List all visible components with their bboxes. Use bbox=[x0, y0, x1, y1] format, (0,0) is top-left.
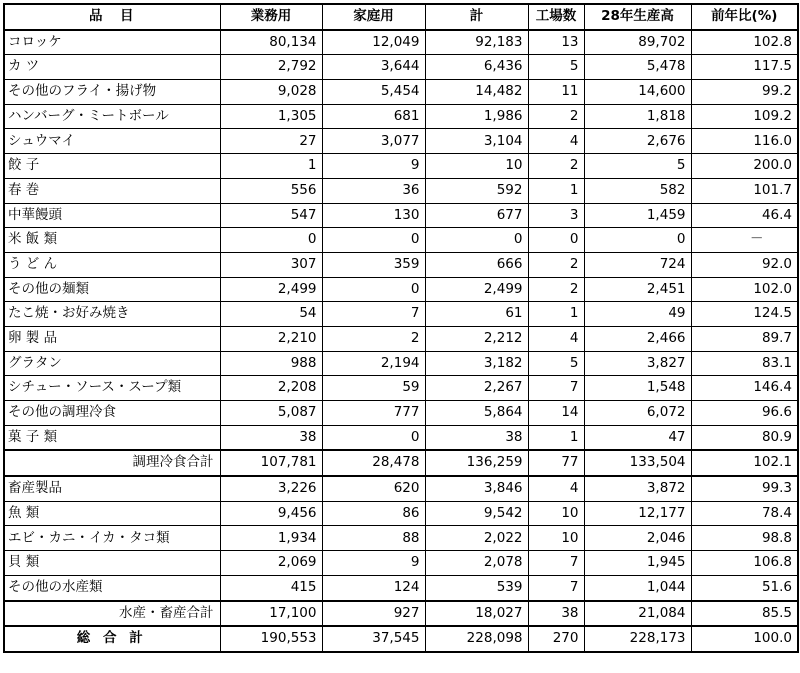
cell-name: 中華饅頭 bbox=[4, 203, 220, 228]
cell-prev: 47 bbox=[584, 425, 691, 450]
table-row bbox=[4, 55, 798, 80]
cell-prev: 228,173 bbox=[584, 626, 691, 652]
table-row bbox=[4, 326, 798, 351]
cell-prev: 49 bbox=[584, 302, 691, 327]
cell-name: 総 合 計 bbox=[4, 626, 220, 652]
cell-yoy: 102.8 bbox=[691, 30, 798, 55]
cell-name: 畜産製品 bbox=[4, 476, 220, 501]
subtotal-row-marine bbox=[4, 601, 798, 627]
cell-total: 539 bbox=[425, 575, 528, 600]
cell-factories: 4 bbox=[528, 326, 584, 351]
cell-household: 124 bbox=[322, 575, 425, 600]
cell-factories: 2 bbox=[528, 277, 584, 302]
table-row bbox=[4, 351, 798, 376]
cell-business: 2,792 bbox=[220, 55, 322, 80]
cell-household: 5,454 bbox=[322, 80, 425, 105]
cell-household: 9 bbox=[322, 154, 425, 179]
cell-factories: 270 bbox=[528, 626, 584, 652]
cell-total: 10 bbox=[425, 154, 528, 179]
cell-yoy: 89.7 bbox=[691, 326, 798, 351]
cell-household: 2,194 bbox=[322, 351, 425, 376]
header-row bbox=[4, 4, 798, 30]
cell-business: 9,456 bbox=[220, 501, 322, 526]
cell-total: 228,098 bbox=[425, 626, 528, 652]
cell-business: 2,208 bbox=[220, 376, 322, 401]
table-row bbox=[4, 302, 798, 327]
cell-factories: 14 bbox=[528, 401, 584, 426]
table-row bbox=[4, 277, 798, 302]
cell-business: 17,100 bbox=[220, 601, 322, 627]
cell-total: 677 bbox=[425, 203, 528, 228]
cell-prev: 3,827 bbox=[584, 351, 691, 376]
cell-business: 307 bbox=[220, 252, 322, 277]
grand-total-row bbox=[4, 626, 798, 652]
cell-yoy: 99.2 bbox=[691, 80, 798, 105]
cell-yoy: 98.8 bbox=[691, 526, 798, 551]
cell-total: 1,986 bbox=[425, 104, 528, 129]
cell-total: 2,022 bbox=[425, 526, 528, 551]
cell-factories: 77 bbox=[528, 450, 584, 476]
cell-yoy: 78.4 bbox=[691, 501, 798, 526]
cell-yoy: 124.5 bbox=[691, 302, 798, 327]
cell-prev: 12,177 bbox=[584, 501, 691, 526]
cell-prev: 1,044 bbox=[584, 575, 691, 600]
cell-name: コロッケ bbox=[4, 30, 220, 55]
cell-yoy: 99.3 bbox=[691, 476, 798, 501]
cell-yoy: 51.6 bbox=[691, 575, 798, 600]
cell-total: 92,183 bbox=[425, 30, 528, 55]
cell-total: 3,846 bbox=[425, 476, 528, 501]
cell-business: 2,499 bbox=[220, 277, 322, 302]
cell-yoy: 102.0 bbox=[691, 277, 798, 302]
cell-factories: 2 bbox=[528, 252, 584, 277]
cell-total: 5,864 bbox=[425, 401, 528, 426]
header-business: 業務用 bbox=[220, 4, 322, 30]
table-row bbox=[4, 575, 798, 600]
table-row bbox=[4, 401, 798, 426]
cell-household: 9 bbox=[322, 551, 425, 576]
cell-factories: 5 bbox=[528, 55, 584, 80]
cell-factories: 13 bbox=[528, 30, 584, 55]
cell-household: 59 bbox=[322, 376, 425, 401]
cell-yoy: 117.5 bbox=[691, 55, 798, 80]
header-factories: 工場数 bbox=[528, 4, 584, 30]
cell-name: 菓 子 類 bbox=[4, 425, 220, 450]
cell-total: 38 bbox=[425, 425, 528, 450]
cell-prev: 6,072 bbox=[584, 401, 691, 426]
cell-household: 681 bbox=[322, 104, 425, 129]
table-row bbox=[4, 129, 798, 154]
cell-name: 魚 類 bbox=[4, 501, 220, 526]
cell-business: 2,210 bbox=[220, 326, 322, 351]
table-row bbox=[4, 551, 798, 576]
table-body bbox=[4, 30, 798, 652]
table-row bbox=[4, 154, 798, 179]
cell-yoy: 96.6 bbox=[691, 401, 798, 426]
cell-prev: 582 bbox=[584, 178, 691, 203]
cell-household: 3,644 bbox=[322, 55, 425, 80]
cell-business: 27 bbox=[220, 129, 322, 154]
cell-household: 0 bbox=[322, 425, 425, 450]
table-row bbox=[4, 476, 798, 501]
cell-business: 547 bbox=[220, 203, 322, 228]
cell-name: 水産・畜産合計 bbox=[4, 601, 220, 627]
cell-household: 88 bbox=[322, 526, 425, 551]
cell-prev: 2,046 bbox=[584, 526, 691, 551]
cell-total: 3,104 bbox=[425, 129, 528, 154]
cell-total: 2,267 bbox=[425, 376, 528, 401]
cell-prev: 5,478 bbox=[584, 55, 691, 80]
header-item: 品 目 bbox=[4, 4, 220, 30]
cell-total: 0 bbox=[425, 228, 528, 253]
header-total: 計 bbox=[425, 4, 528, 30]
cell-business: 2,069 bbox=[220, 551, 322, 576]
table-row bbox=[4, 425, 798, 450]
cell-factories: 1 bbox=[528, 178, 584, 203]
cell-household: 2 bbox=[322, 326, 425, 351]
cell-yoy: 83.1 bbox=[691, 351, 798, 376]
cell-name: 調理冷食合計 bbox=[4, 450, 220, 476]
cell-total: 2,499 bbox=[425, 277, 528, 302]
cell-factories: 2 bbox=[528, 154, 584, 179]
cell-name: その他のフライ・揚げ物 bbox=[4, 80, 220, 105]
table-row bbox=[4, 30, 798, 55]
cell-household: 359 bbox=[322, 252, 425, 277]
cell-prev: 0 bbox=[584, 228, 691, 253]
table-row bbox=[4, 104, 798, 129]
cell-household: 3,077 bbox=[322, 129, 425, 154]
cell-business: 9,028 bbox=[220, 80, 322, 105]
cell-prev: 2,466 bbox=[584, 326, 691, 351]
cell-name: シチュー・ソース・スープ類 bbox=[4, 376, 220, 401]
cell-total: 6,436 bbox=[425, 55, 528, 80]
table-row bbox=[4, 501, 798, 526]
cell-name: エビ・カニ・イカ・タコ類 bbox=[4, 526, 220, 551]
cell-business: 5,087 bbox=[220, 401, 322, 426]
cell-prev: 1,945 bbox=[584, 551, 691, 576]
cell-household: 36 bbox=[322, 178, 425, 203]
cell-household: 12,049 bbox=[322, 30, 425, 55]
cell-factories: 7 bbox=[528, 551, 584, 576]
cell-household: 37,545 bbox=[322, 626, 425, 652]
cell-factories: 2 bbox=[528, 104, 584, 129]
cell-prev: 1,459 bbox=[584, 203, 691, 228]
cell-business: 38 bbox=[220, 425, 322, 450]
cell-household: 0 bbox=[322, 277, 425, 302]
cell-name: グラタン bbox=[4, 351, 220, 376]
table-row bbox=[4, 203, 798, 228]
cell-total: 61 bbox=[425, 302, 528, 327]
cell-factories: 10 bbox=[528, 526, 584, 551]
cell-prev: 5 bbox=[584, 154, 691, 179]
cell-name: ハンバーグ・ミートボール bbox=[4, 104, 220, 129]
cell-factories: 7 bbox=[528, 575, 584, 600]
header-prev-production: 28年生産高 bbox=[584, 4, 691, 30]
cell-household: 777 bbox=[322, 401, 425, 426]
table-row bbox=[4, 178, 798, 203]
cell-business: 556 bbox=[220, 178, 322, 203]
cell-name: 卵 製 品 bbox=[4, 326, 220, 351]
table-row bbox=[4, 80, 798, 105]
cell-total: 666 bbox=[425, 252, 528, 277]
table-row bbox=[4, 228, 798, 253]
cell-factories: 4 bbox=[528, 129, 584, 154]
cell-yoy: 46.4 bbox=[691, 203, 798, 228]
cell-prev: 21,084 bbox=[584, 601, 691, 627]
cell-business: 0 bbox=[220, 228, 322, 253]
cell-factories: 4 bbox=[528, 476, 584, 501]
cell-yoy: 200.0 bbox=[691, 154, 798, 179]
cell-total: 136,259 bbox=[425, 450, 528, 476]
cell-household: 86 bbox=[322, 501, 425, 526]
table-row bbox=[4, 376, 798, 401]
cell-total: 3,182 bbox=[425, 351, 528, 376]
cell-total: 18,027 bbox=[425, 601, 528, 627]
cell-household: 7 bbox=[322, 302, 425, 327]
cell-yoy: 116.0 bbox=[691, 129, 798, 154]
cell-business: 1,934 bbox=[220, 526, 322, 551]
cell-factories: 10 bbox=[528, 501, 584, 526]
cell-yoy: 106.8 bbox=[691, 551, 798, 576]
cell-business: 190,553 bbox=[220, 626, 322, 652]
cell-factories: 3 bbox=[528, 203, 584, 228]
cell-business: 107,781 bbox=[220, 450, 322, 476]
subtotal-row-cooked bbox=[4, 450, 798, 476]
cell-name: その他の調理冷食 bbox=[4, 401, 220, 426]
cell-prev: 1,548 bbox=[584, 376, 691, 401]
cell-business: 80,134 bbox=[220, 30, 322, 55]
cell-name: その他の水産類 bbox=[4, 575, 220, 600]
cell-yoy: 109.2 bbox=[691, 104, 798, 129]
cell-household: 927 bbox=[322, 601, 425, 627]
cell-prev: 3,872 bbox=[584, 476, 691, 501]
cell-total: 2,212 bbox=[425, 326, 528, 351]
cell-prev: 1,818 bbox=[584, 104, 691, 129]
cell-household: 130 bbox=[322, 203, 425, 228]
cell-prev: 2,451 bbox=[584, 277, 691, 302]
cell-name: 餃 子 bbox=[4, 154, 220, 179]
cell-household: 0 bbox=[322, 228, 425, 253]
cell-yoy: 100.0 bbox=[691, 626, 798, 652]
cell-name: 米 飯 類 bbox=[4, 228, 220, 253]
table-header bbox=[4, 4, 798, 30]
cell-name: う ど ん bbox=[4, 252, 220, 277]
cell-name: その他の麺類 bbox=[4, 277, 220, 302]
cell-total: 592 bbox=[425, 178, 528, 203]
table-row bbox=[4, 526, 798, 551]
cell-name: たこ焼・お好み焼き bbox=[4, 302, 220, 327]
cell-name: 春 巻 bbox=[4, 178, 220, 203]
cell-business: 1 bbox=[220, 154, 322, 179]
cell-factories: 38 bbox=[528, 601, 584, 627]
table-row bbox=[4, 252, 798, 277]
cell-name: カ ツ bbox=[4, 55, 220, 80]
cell-factories: 7 bbox=[528, 376, 584, 401]
cell-household: 28,478 bbox=[322, 450, 425, 476]
cell-business: 1,305 bbox=[220, 104, 322, 129]
cell-factories: 1 bbox=[528, 425, 584, 450]
cell-factories: 1 bbox=[528, 302, 584, 327]
cell-yoy: 102.1 bbox=[691, 450, 798, 476]
cell-factories: 11 bbox=[528, 80, 584, 105]
cell-yoy: － bbox=[691, 228, 798, 253]
cell-factories: 0 bbox=[528, 228, 584, 253]
cell-yoy: 80.9 bbox=[691, 425, 798, 450]
cell-business: 3,226 bbox=[220, 476, 322, 501]
cell-yoy: 92.0 bbox=[691, 252, 798, 277]
header-household: 家庭用 bbox=[322, 4, 425, 30]
cell-total: 14,482 bbox=[425, 80, 528, 105]
frozen-food-production-table bbox=[3, 3, 799, 653]
cell-business: 988 bbox=[220, 351, 322, 376]
cell-factories: 5 bbox=[528, 351, 584, 376]
cell-name: 貝 類 bbox=[4, 551, 220, 576]
cell-total: 9,542 bbox=[425, 501, 528, 526]
header-yoy: 前年比(%) bbox=[691, 4, 798, 30]
cell-household: 620 bbox=[322, 476, 425, 501]
cell-prev: 89,702 bbox=[584, 30, 691, 55]
cell-yoy: 101.7 bbox=[691, 178, 798, 203]
cell-business: 54 bbox=[220, 302, 322, 327]
cell-prev: 724 bbox=[584, 252, 691, 277]
cell-yoy: 146.4 bbox=[691, 376, 798, 401]
cell-name: シュウマイ bbox=[4, 129, 220, 154]
cell-prev: 14,600 bbox=[584, 80, 691, 105]
cell-yoy: 85.5 bbox=[691, 601, 798, 627]
cell-business: 415 bbox=[220, 575, 322, 600]
cell-prev: 133,504 bbox=[584, 450, 691, 476]
cell-total: 2,078 bbox=[425, 551, 528, 576]
cell-prev: 2,676 bbox=[584, 129, 691, 154]
